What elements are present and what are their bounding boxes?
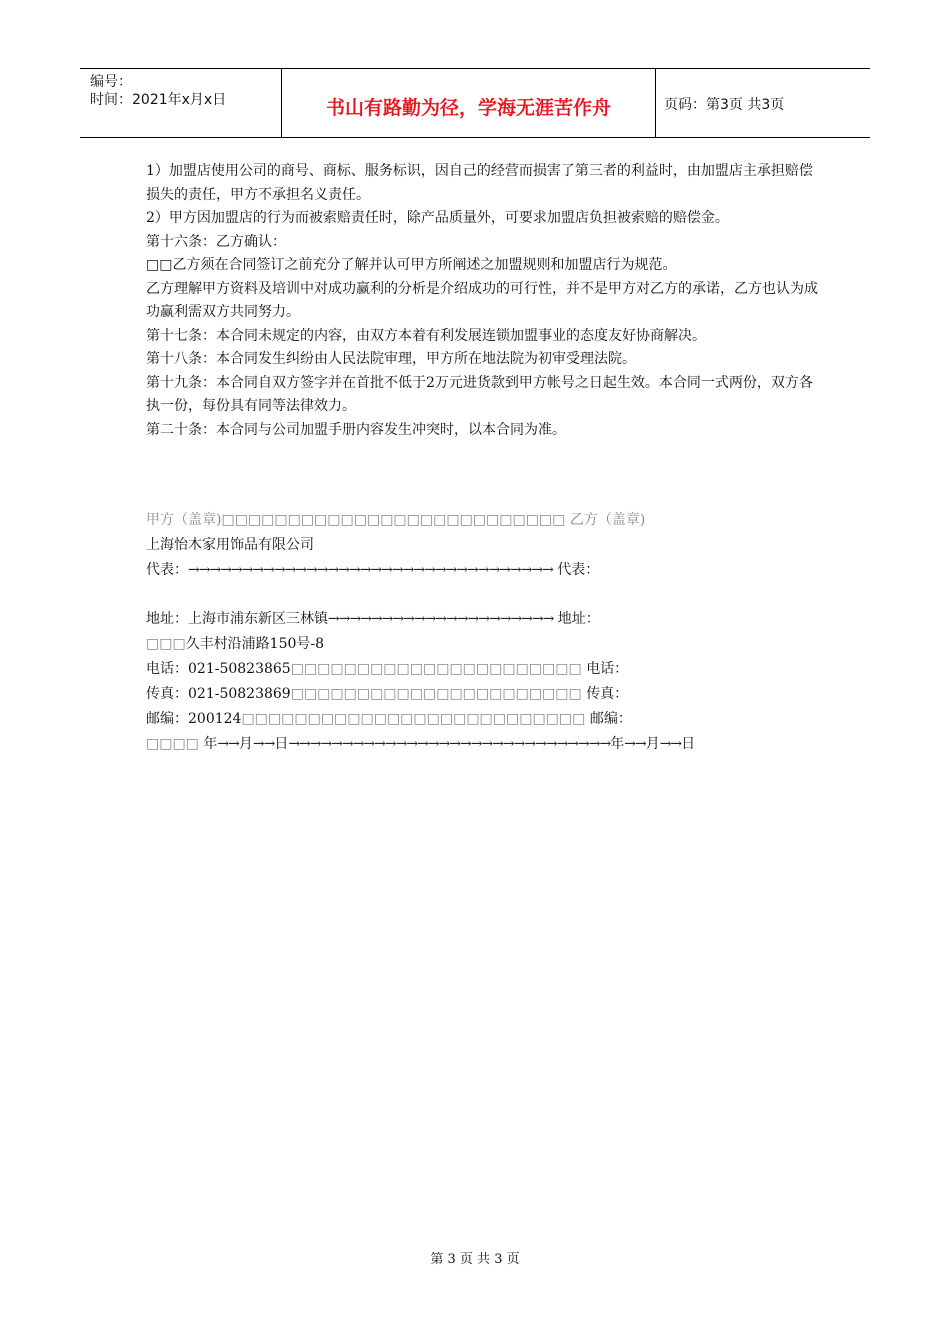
placeholder-fill: □□□□□□□□□□□□□□□□□□□□□□□□□□ — [241, 711, 586, 727]
address-line-2 — [146, 634, 826, 654]
address-b-label: 地址： — [557, 611, 600, 627]
fax-a: 传真：021-50823869 — [146, 686, 291, 702]
tab-arrow-fill: →→→→→→→→→→→→→→→→→→→→→ — [328, 611, 554, 627]
placeholder-fill: □□□□□□□□□□□□□□□□□□□□□□□□□□ — [221, 512, 566, 528]
rep-b-label: 代表： — [557, 562, 600, 578]
party-b-label: 乙方（盖章) — [569, 512, 646, 528]
signature-parties-line — [146, 510, 826, 530]
date-a-month: 月 — [238, 736, 253, 752]
fax-line — [146, 684, 826, 704]
tab-arrow-fill: →→→→→→→→→→→→→→→→→→→→→→→→→→→→→→→→→→ — [188, 562, 553, 578]
clause-paragraph: 第十七条：本合同未规定的内容，由双方本着有利发展连锁加盟事业的态度友好协商解决。 — [146, 327, 706, 344]
header-motto-cell — [282, 69, 656, 137]
rep-a-label: 代表： — [146, 562, 188, 578]
address-a: 地址：上海市浦东新区三林镇 — [146, 611, 328, 627]
phone-a: 电话：021-50823865 — [146, 661, 291, 677]
fax-b-label: 传真： — [586, 686, 629, 702]
document-date: 时间：2021年x月x日 — [90, 92, 227, 108]
tab-arrow-fill: →→ — [624, 736, 646, 752]
clause-paragraph: 第二十条：本合同与公司加盟手册内容发生冲突时，以本合同为准。 — [146, 421, 566, 438]
postcode-a: 邮编：200124 — [146, 711, 242, 727]
placeholder-fill: □□□□ — [146, 736, 199, 752]
postcode-line — [146, 709, 826, 729]
tab-arrow-fill: →→ — [659, 736, 682, 752]
placeholder-fill: □□□ — [146, 636, 186, 652]
placeholder-fill: □□□□□□□□□□□□□□□□□□□□□□ — [290, 686, 582, 702]
date-b-month: 月 — [645, 736, 660, 752]
date-line — [146, 734, 826, 754]
tab-arrow-fill: →→→→→→→→→→→→→→→→→→→→→→→→→→→→→→ — [288, 736, 611, 752]
clause-paragraph: 1）加盟店使用公司的商号、商标、服务标识，因自己的经营而损害了第三者的利益时，由加盟店主承担赔偿损失的责任，甲方不承担名义责任。 — [146, 163, 813, 203]
address-line — [146, 609, 826, 629]
placeholder-fill: □□□□□□□□□□□□□□□□□□□□□□ — [290, 661, 582, 677]
clause-paragraph: 乙方理解甲方资料及培训中对成功赢利的分析是介绍成功的可行性，并不是甲方对乙方的承诺，乙方也认为成功赢利需双方共同努力。 — [146, 280, 818, 320]
page-footer: 第 3 页 共 3 页 — [430, 1252, 520, 1267]
company-name: 上海怡木家用饰品有限公司 — [146, 537, 314, 553]
tab-arrow-fill: →→ — [217, 736, 239, 752]
date-b-day: 日 — [681, 736, 696, 752]
party-a-label: 甲方（盖章) — [146, 512, 222, 528]
tab-arrow-fill: →→ — [252, 736, 275, 752]
date-a-day: 日 — [274, 736, 289, 752]
clause-heading: 第十六条：乙方确认： — [146, 233, 286, 250]
representative-line — [146, 560, 826, 580]
date-b-year: 年 — [610, 736, 625, 752]
postcode-b-label: 邮编： — [589, 711, 632, 727]
page-header — [80, 68, 870, 138]
header-meta-cell — [80, 69, 282, 137]
clause-paragraph: □□乙方须在合同签订之前充分了解并认可甲方所阐述之加盟规则和加盟店行为规范。 — [146, 257, 677, 273]
clause-paragraph: 第十九条：本合同自双方签字并在首批不低于2万元进货款到甲方帐号之日起生效。本合同一式两份，双方各执一份，每份具有同等法律效力。 — [146, 374, 813, 414]
header-page-info: 页码：第3页 共3页 — [664, 97, 785, 113]
header-page-cell — [656, 69, 870, 137]
clause-paragraph: 第十八条：本合同发生纠纷由人民法院审理，甲方所在地法院为初审受理法院。 — [146, 351, 636, 367]
motto-text: 书山有路勤为径，学海无涯苦作舟 — [325, 97, 611, 119]
phone-line — [146, 659, 826, 679]
date-a-year: 年 — [203, 736, 218, 752]
document-number-label: 编号： — [90, 74, 132, 90]
clause-paragraph: 2）甲方因加盟店的行为而被索赔责任时，除产品质量外，可要求加盟店负担被索赔的赔偿金。 — [146, 210, 729, 226]
phone-b-label: 电话： — [586, 661, 629, 677]
address-a-line2: 久丰村沿浦路150号-8 — [185, 636, 325, 652]
contract-body — [146, 160, 818, 442]
